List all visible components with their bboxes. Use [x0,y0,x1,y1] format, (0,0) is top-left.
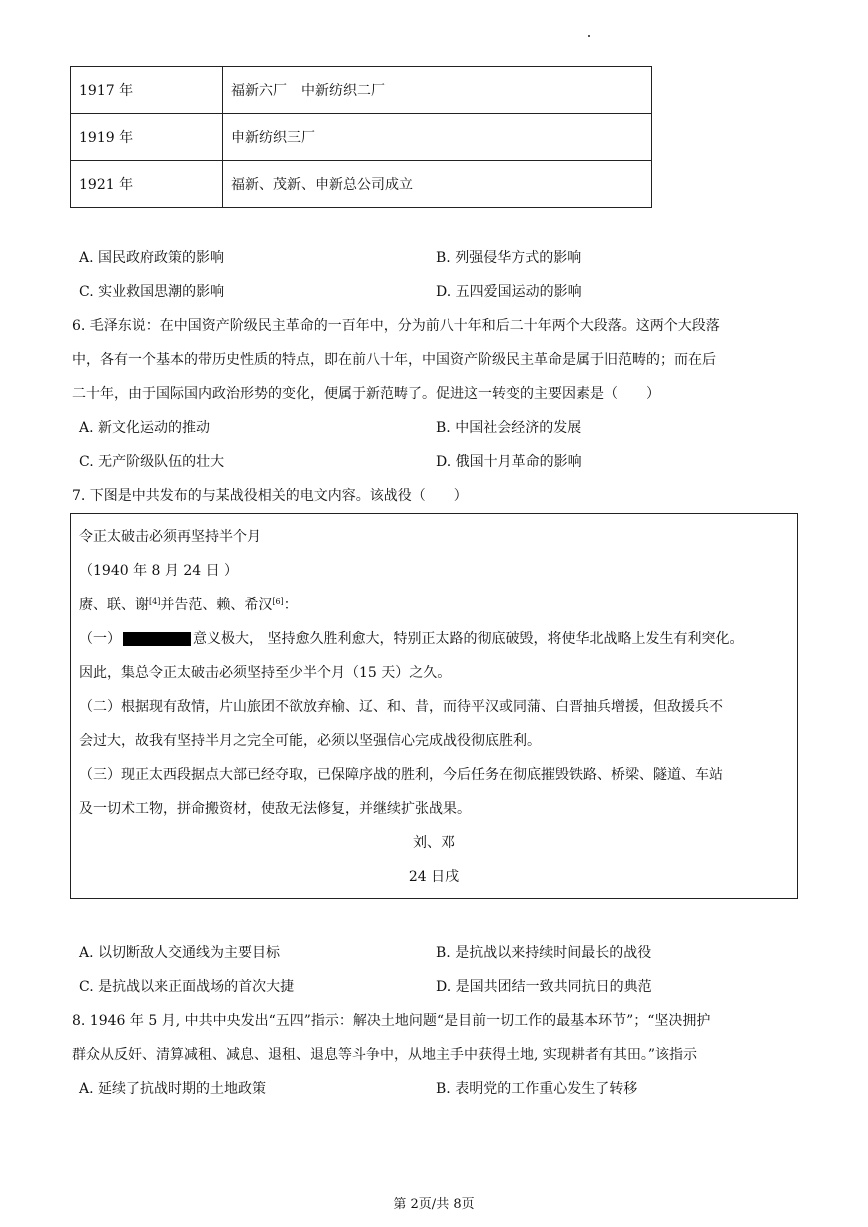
q8-stem-line: 8. 1946 年 5 月, 中共中央发出“五四”指示：解决土地问题“是目前一切工作的最基本环节”；“坚决拥护 [72,1013,711,1029]
redacted-block [123,632,191,646]
q7-option-d: D. 是国共团结一致共同抗日的典范 [436,979,652,995]
address-part: 赓、联、谢 [79,597,149,613]
q5-option-d: D. 五四爱国运动的影响 [436,284,582,300]
telegram-box [70,513,798,899]
q7-option-c: C. 是抗战以来正面战场的首次大捷 [79,979,295,995]
q6-option-a: A. 新文化运动的推动 [79,420,211,436]
q6-stem-line: 二十年，由于国际国内政治形势的变化，便属于新范畴了。促进这一转变的主要因素是（ ） [72,386,660,402]
q7-stem: 7. 下图是中共发布的与某战役相关的电文内容。该战役（ ） [72,488,468,504]
q5-option-a: A. 国民政府政策的影响 [79,250,225,266]
factory-table [70,66,652,208]
q8-option-b: B. 表明党的工作重心发生了转移 [436,1081,638,1097]
table-row [71,114,652,161]
page-footer: 第 2页/共 8页 [393,1197,475,1212]
content-cell: 福新六厂 中新纺织二厂 [223,67,652,114]
q6-stem-line: 中，各有一个基本的带历史性质的特点，即在前八十年，中国资产阶级民主革命是属于旧范畴的；而在后 [72,352,716,368]
address-part: 并告范、赖、希汉 [160,597,273,613]
q7-option-b: B. 是抗战以来持续时间最长的战役 [436,945,652,961]
content-cell: 申新纺织三厂 [223,114,652,161]
year-cell: 1919 年 [71,114,223,161]
q6-option-d: D. 俄国十月革命的影响 [436,454,582,470]
telegram-signature: 刘、邓 [413,835,455,851]
q5-option-b: B. 列强侵华方式的影响 [436,250,582,266]
telegram-date: （1940 年 8 月 24 日 ） [79,563,239,579]
telegram-para2-cont: 会过大，故我有坚持半月之完全可能，必须以坚强信心完成战役彻底胜利。 [79,733,541,749]
telegram-para2: （二）根据现有敌情，片山旅团不欲放弃榆、辽、和、昔，而待平汉或同蒲、白晋抽兵增援，但敌援兵不 [79,699,723,715]
table-row [71,67,652,114]
address-part: ： [283,597,298,613]
telegram-para3-cont: 及一切术工物，拼命搬资材，使敌无法修复，并继续扩张战果。 [79,801,471,817]
scan-dot [588,35,590,37]
q7-option-a: A. 以切断敌人交通线为主要目标 [79,945,281,961]
q6-stem-line: 6. 毛泽东说：在中国资产阶级民主革命的一百年中，分为前八十年和后二十年两个大段落。这两个大段落 [72,318,720,334]
year-cell: 1917 年 [71,67,223,114]
footnote-ref: [4] [149,597,161,606]
table-row [71,161,652,208]
q8-option-a: A. 延续了抗战时期的土地政策 [79,1081,267,1097]
telegram-para1 [79,629,743,649]
q8-stem-line: 群众从反奸、清算减租、减息、退租、退息等斗争中，从地主手中获得土地, 实现耕者有其田。”该指示 [72,1047,698,1063]
q5-option-c: C. 实业救国思潮的影响 [79,284,225,300]
year-cell: 1921 年 [71,161,223,208]
footnote-ref: [6] [272,597,284,606]
content-cell: 福新、茂新、申新总公司成立 [223,161,652,208]
telegram-para3: （三）现正太西段据点大部已经夺取，已保障序战的胜利，今后任务在彻底摧毁铁路、桥梁、隧道、车站 [79,767,723,783]
telegram-para1-cont: 因此，集总令正太破击必须坚持至少半个月（15 天）之久。 [79,665,452,681]
para-text: 意义极大， 坚持愈久胜利愈大，特别正太路的彻底破毁，将使华北战略上发生有利突化。 [193,631,744,647]
telegram-sign-date: 24 日戌 [408,869,460,885]
para-label: （一） [79,631,121,647]
telegram-title: 令正太破击必须再坚持半个月 [79,529,261,545]
q6-option-b: B. 中国社会经济的发展 [436,420,582,436]
telegram-address [79,595,298,615]
q6-option-c: C. 无产阶级队伍的壮大 [79,454,225,470]
